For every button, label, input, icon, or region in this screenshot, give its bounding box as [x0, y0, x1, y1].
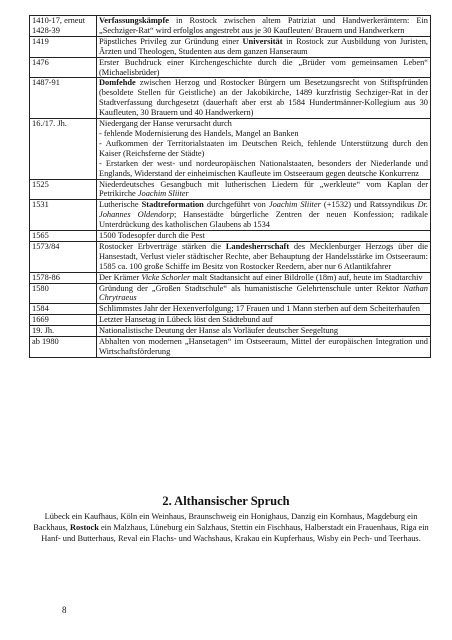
text-run: Niedergang der Hanse verursacht durch - fehlende Modernisierung des Handels, Mangel an Banken - Aufkommen der Territorialstaaten im Deutschen Reich, fehlende Unterstützung durch den Kaiser (Reichsferne der Städte) - Erstarken der west- und nordeuropäischen Nationalstaaten, besonders der Niederlande und Englands, Widerstand der einheimischen Kaufleute im Ostseeraum gegen deutsche Konkurrenz — [99, 119, 428, 178]
event-cell — [97, 241, 431, 272]
table-row — [30, 283, 431, 304]
text-run: 1500 Todesopfer durch die Pest — [99, 231, 205, 241]
date-cell: 1419 — [30, 36, 97, 57]
date-cell: 1410-17, erneut 1428-39 — [30, 16, 97, 37]
table-row — [30, 78, 431, 119]
text-run: durchgeführt von — [203, 200, 269, 210]
table-row — [30, 326, 431, 337]
table-row — [30, 57, 431, 78]
text-run: Der Krämer — [99, 272, 142, 282]
text-run: Lübeck ein Kaufhaus, Köln ein Weinhaus, Braunschweig ein Honighaus, Danzig ein Kornhaus, Magdeburg ein Backhaus, — [33, 512, 418, 532]
date-cell: ab 1980 — [30, 337, 97, 358]
event-cell — [97, 304, 431, 315]
text-run: Nationalistische Deutung der Hanse als Vorläufer deutscher Seegeltung — [99, 326, 339, 336]
text-run: Lutherische — [99, 200, 142, 210]
event-cell — [97, 337, 431, 358]
date-cell: 1669 — [30, 315, 97, 326]
table-row — [30, 119, 431, 179]
table-row — [30, 179, 431, 200]
date-cell: 1573/84 — [30, 241, 97, 272]
bold-term: Stadtreformation — [141, 200, 204, 210]
event-cell — [97, 57, 431, 78]
event-cell — [97, 326, 431, 337]
text-run: in Rostock zur Ausbildung von Juristen, Ärzten und Theologen, Studenten aus dem ganzen Hanseraum — [99, 36, 428, 56]
event-cell — [97, 315, 431, 326]
table-row — [30, 304, 431, 315]
text-run: Rostocker Erbverträge stärken die — [99, 241, 226, 251]
date-cell: 1525 — [30, 179, 97, 200]
table-row — [30, 315, 431, 326]
date-cell: 1578-86 — [30, 272, 97, 283]
text-run: Letzter Hansetag in Lübeck löst den Städtebund auf — [99, 315, 273, 325]
person-name: Nathan Chrytraeus — [99, 283, 428, 303]
text-run: Schlimmstes Jahr der Hexenverfolgung; 17 Frauen und 1 Mann sterben auf dem Scheiterhaufen — [99, 304, 420, 314]
text-run: zwischen Herzog und Rostocker Bürgern um Besetzungsrecht von Stiftspfründen (besoldete Stellen für Geistliche) an der Jakobikirche, 1489 kurzfristig Sechziger-Rat in der Stadtverfassung durchgesetzt (dauerhaft aber erst ab 1584 Hundertmänner-Kollegium aus 30 Kaufleuten, 30 Brauern und 40 Handwerkern) — [99, 78, 428, 118]
person-name: Joachim Sliiter — [137, 189, 189, 199]
event-cell — [97, 119, 431, 179]
person-name: Vicke Schorler — [141, 272, 191, 282]
date-cell: 19. Jh. — [30, 326, 97, 337]
bold-term: Landesherrschaft — [225, 241, 290, 251]
text-run: Niederdeutsches Gesangbuch mit lutherischen Liedern für „werkleute“ vom Kaplan der Petrikirche — [99, 179, 428, 199]
text-run: malt Stadtansicht auf einer Bildrolle (18m) auf, heute im Stadtarchiv — [190, 272, 423, 282]
event-cell — [97, 16, 431, 37]
chronology-table — [29, 15, 431, 358]
table-row — [30, 16, 431, 37]
text-run: Abhalten von modernen „Hansetagen“ im Ostseeraum, Mittel der europäischen Integration und Wirtschaftsförderung — [99, 337, 428, 356]
bold-term: Domfehde — [99, 78, 136, 88]
table-row — [30, 231, 431, 242]
date-cell: 1487-91 — [30, 78, 97, 119]
date-cell: 16./17. Jh. — [30, 119, 97, 179]
table-row — [30, 241, 431, 272]
event-cell — [97, 200, 431, 231]
spruch-text — [30, 511, 432, 544]
date-cell: 1565 — [30, 231, 97, 242]
table-row — [30, 337, 431, 358]
date-cell: 1531 — [30, 200, 97, 231]
text-run: Päpstliches Privileg zur Gründung einer — [99, 36, 243, 46]
text-run: ; Hansestädte bürgerliche Zentren der neuen Konfession; radikale Unterdrückung des katholischen Glaubens ab 1534 — [99, 210, 428, 230]
event-cell — [97, 231, 431, 242]
bold-term: Universität — [242, 36, 283, 46]
event-cell — [97, 179, 431, 200]
person-name: Joachim Sliiter — [268, 200, 321, 210]
event-cell — [97, 272, 431, 283]
person-name: Dr. Johannes Oldendorp — [99, 200, 428, 220]
text-run: Erster Buchdruck einer Kirchengeschichte durch die „Brüder vom gemeinsamen Leben“ (Michaelisbrüder) — [99, 57, 428, 77]
event-cell — [97, 78, 431, 119]
text-run: Gründung der „Großen Stadtschule“ als humanistische Gelehrtenschule unter Rektor — [99, 283, 404, 293]
event-cell — [97, 283, 431, 304]
text-run: ein Malzhaus, Lüneburg ein Salzhaus, Stettin ein Fischhaus, Halberstadt ein Frauenhaus, Riga ein Hanf- und Butterhaus, Reval ein Flachs- und Wachshaus, Krakau ein Kupferhaus, Wisby ein Pech- und Teerhaus. — [41, 523, 429, 543]
table-row — [30, 200, 431, 231]
section-title: 2. Althansischer Spruch — [162, 494, 290, 508]
date-cell: 1584 — [30, 304, 97, 315]
event-cell — [97, 36, 431, 57]
table-row — [30, 36, 431, 57]
bold-term: Rostock — [70, 523, 99, 532]
page-number: 8 — [62, 605, 67, 615]
date-cell: 1476 — [30, 57, 97, 78]
date-cell: 1580 — [30, 283, 97, 304]
text-run: (+1532) und Ratssyndikus — [320, 200, 418, 210]
text-run: in Rostock zwischen altem Patriziat und Handwerkerämtern: Ein „Sechziger-Rat“ wird erfolglos angestrebt aus je 30 Kaufleuten/ Brauern und Handwerkern — [99, 16, 428, 35]
text-run: des Mecklenburger Herzogs über die Hansestadt, Verlust vieler städtischer Rechte, aber Behauptung der Handelsstärke im Ostseeraum: 1585 ca. 100 große Schiffe im Besitz von Rostocker Reedern, aber nur 6 Atlantikfahrer — [99, 241, 428, 271]
table-row — [30, 272, 431, 283]
bold-term: Verfassungskämpfe — [99, 16, 169, 25]
chronology-table-body — [30, 16, 431, 358]
